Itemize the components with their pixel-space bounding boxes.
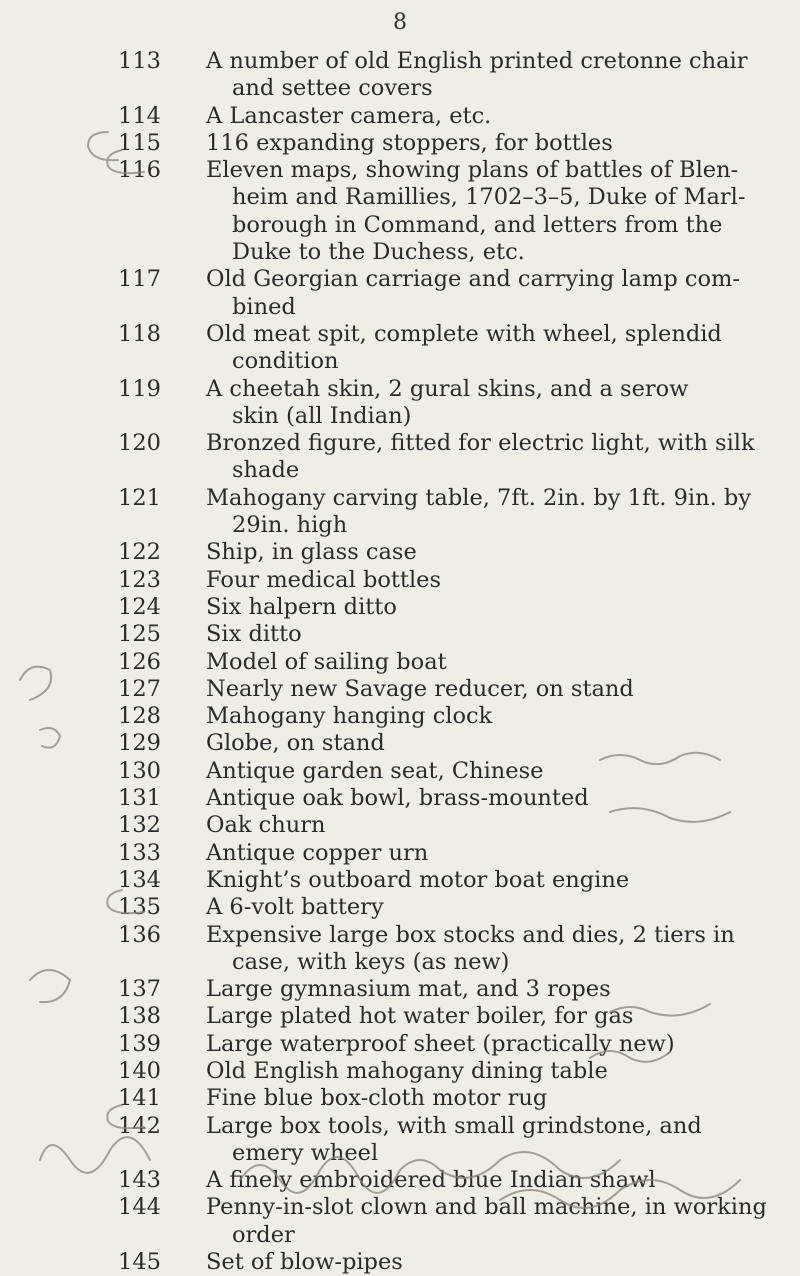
lot-number: 142 xyxy=(118,1112,161,1139)
lot-description: A cheetah skin, 2 gural skins, and a serow xyxy=(206,375,689,402)
lot-number: 123 xyxy=(118,566,161,593)
lot-row-continuation xyxy=(0,75,800,102)
lot-row xyxy=(0,48,800,75)
lot-row-continuation xyxy=(0,512,800,539)
lot-row xyxy=(0,703,800,730)
lot-row xyxy=(0,894,800,921)
lot-row xyxy=(0,840,800,867)
lot-description: A finely embroidered blue Indian shawl xyxy=(206,1167,656,1194)
lot-description: skin (all Indian) xyxy=(232,402,412,429)
lot-row xyxy=(0,758,800,785)
lot-row xyxy=(0,649,800,676)
lot-description: Large box tools, with small grindstone, and xyxy=(206,1112,702,1139)
lot-description: Six ditto xyxy=(206,621,302,648)
lot-description: condition xyxy=(232,348,339,375)
lot-row xyxy=(0,730,800,757)
lot-description: heim and Ramillies, 1702–3–5, Duke of Marl- xyxy=(232,184,746,211)
lot-row-continuation xyxy=(0,348,800,375)
lot-number: 121 xyxy=(118,484,161,511)
lot-description: emery wheel xyxy=(232,1139,379,1166)
lot-number: 137 xyxy=(118,976,161,1003)
lot-row-continuation xyxy=(0,1222,800,1249)
lot-description: shade xyxy=(232,457,300,484)
lot-description: Nearly new Savage reducer, on stand xyxy=(206,675,634,702)
lot-row xyxy=(0,1249,800,1276)
lot-description: Knight’s outboard motor boat engine xyxy=(206,866,630,893)
lot-number: 139 xyxy=(118,1030,161,1057)
lot-number: 135 xyxy=(118,894,161,921)
lot-number: 126 xyxy=(118,648,161,675)
lot-row xyxy=(0,376,800,403)
lot-number: 127 xyxy=(118,675,161,702)
lot-row xyxy=(0,976,800,1003)
lot-description: A 6-volt battery xyxy=(206,894,384,921)
lot-description: Antique garden seat, Chinese xyxy=(206,757,544,784)
lot-row xyxy=(0,539,800,566)
lot-row xyxy=(0,1167,800,1194)
lot-description: Large plated hot water boiler, for gas xyxy=(206,1003,634,1030)
lot-number: 128 xyxy=(118,703,161,730)
lot-number: 132 xyxy=(118,812,161,839)
lot-number: 133 xyxy=(118,839,161,866)
lot-row xyxy=(0,130,800,157)
lot-description: Duke to the Duchess, etc. xyxy=(232,239,525,266)
lot-number: 131 xyxy=(118,785,161,812)
lot-description: Penny-in-slot clown and ball machine, in working xyxy=(206,1194,767,1221)
lot-description: A Lancaster camera, etc. xyxy=(206,102,492,129)
lot-number: 141 xyxy=(118,1085,161,1112)
lot-row xyxy=(0,1003,800,1030)
lot-description: bined xyxy=(232,293,296,320)
lot-row xyxy=(0,567,800,594)
lot-row xyxy=(0,157,800,184)
lot-row xyxy=(0,676,800,703)
lot-description: A number of old English printed cretonne chair xyxy=(206,48,748,74)
lot-description: 116 expanding stoppers, for bottles xyxy=(206,129,613,156)
lot-description: Bronzed figure, fitted for electric light, with silk xyxy=(206,430,755,457)
lot-description: Oak churn xyxy=(206,812,326,839)
lot-description: Four medical bottles xyxy=(206,566,442,593)
lot-description: Eleven maps, showing plans of battles of Blen- xyxy=(206,157,739,184)
lot-number: 129 xyxy=(118,730,161,757)
lot-number: 122 xyxy=(118,539,161,566)
lot-row xyxy=(0,321,800,348)
lot-row xyxy=(0,103,800,130)
lot-description: Model of sailing boat xyxy=(206,648,447,675)
lot-number: 115 xyxy=(118,129,161,156)
lot-number: 116 xyxy=(118,157,161,184)
lot-row xyxy=(0,594,800,621)
lot-number: 114 xyxy=(118,102,161,129)
lot-row-continuation xyxy=(0,403,800,430)
lot-description: Old English mahogany dining table xyxy=(206,1057,608,1084)
lot-row xyxy=(0,1031,800,1058)
page-number: 8 xyxy=(393,10,407,35)
lot-row xyxy=(0,867,800,894)
lot-row-continuation xyxy=(0,184,800,211)
lot-row xyxy=(0,785,800,812)
lot-description: Antique copper urn xyxy=(206,839,429,866)
lot-number: 118 xyxy=(118,320,161,347)
lot-number: 144 xyxy=(118,1194,161,1221)
lot-description: Old Georgian carriage and carrying lamp com- xyxy=(206,266,740,293)
lot-number: 124 xyxy=(118,593,161,620)
lot-description: Globe, on stand xyxy=(206,730,385,757)
lot-row xyxy=(0,430,800,457)
lot-row xyxy=(0,485,800,512)
lot-list xyxy=(0,48,800,1276)
lot-row xyxy=(0,922,800,949)
lot-description: Antique oak bowl, brass-mounted xyxy=(206,785,589,812)
lot-description: 29in. high xyxy=(232,512,348,539)
lot-description: Mahogany hanging clock xyxy=(206,703,493,730)
lot-description: Ship, in glass case xyxy=(206,539,417,566)
lot-description: Mahogany carving table, 7ft. 2in. by 1ft. 9in. by xyxy=(206,484,752,511)
lot-description: and settee covers xyxy=(232,75,433,102)
lot-row-continuation xyxy=(0,212,800,239)
lot-row-continuation xyxy=(0,457,800,484)
lot-description: Expensive large box stocks and dies, 2 tiers in xyxy=(206,921,735,948)
lot-row xyxy=(0,1085,800,1112)
lot-number: 136 xyxy=(118,921,161,948)
lot-number: 113 xyxy=(118,48,161,74)
lot-description: order xyxy=(232,1221,295,1248)
lot-row xyxy=(0,621,800,648)
lot-number: 130 xyxy=(118,757,161,784)
lot-number: 138 xyxy=(118,1003,161,1030)
lot-description: Fine blue box-cloth motor rug xyxy=(206,1085,548,1112)
lot-description: borough in Command, and letters from the xyxy=(232,211,723,238)
lot-number: 117 xyxy=(118,266,161,293)
lot-row-continuation xyxy=(0,294,800,321)
lot-row xyxy=(0,1058,800,1085)
lot-description: Old meat spit, complete with wheel, splendid xyxy=(206,320,722,347)
lot-description: Six halpern ditto xyxy=(206,593,397,620)
lot-number: 120 xyxy=(118,430,161,457)
lot-number: 119 xyxy=(118,375,161,402)
lot-row xyxy=(0,812,800,839)
lot-row xyxy=(0,266,800,293)
lot-number: 143 xyxy=(118,1167,161,1194)
lot-description: Set of blow-pipes xyxy=(206,1249,403,1276)
lot-description: case, with keys (as new) xyxy=(232,948,510,975)
lot-row-continuation xyxy=(0,949,800,976)
lot-row-continuation xyxy=(0,239,800,266)
lot-row xyxy=(0,1113,800,1140)
lot-row-continuation xyxy=(0,1140,800,1167)
lot-number: 125 xyxy=(118,621,161,648)
lot-row xyxy=(0,1194,800,1221)
lot-number: 145 xyxy=(118,1249,161,1276)
lot-description: Large waterproof sheet (practically new) xyxy=(206,1030,675,1057)
lot-description: Large gymnasium mat, and 3 ropes xyxy=(206,976,611,1003)
lot-number: 140 xyxy=(118,1057,161,1084)
lot-number: 134 xyxy=(118,866,161,893)
